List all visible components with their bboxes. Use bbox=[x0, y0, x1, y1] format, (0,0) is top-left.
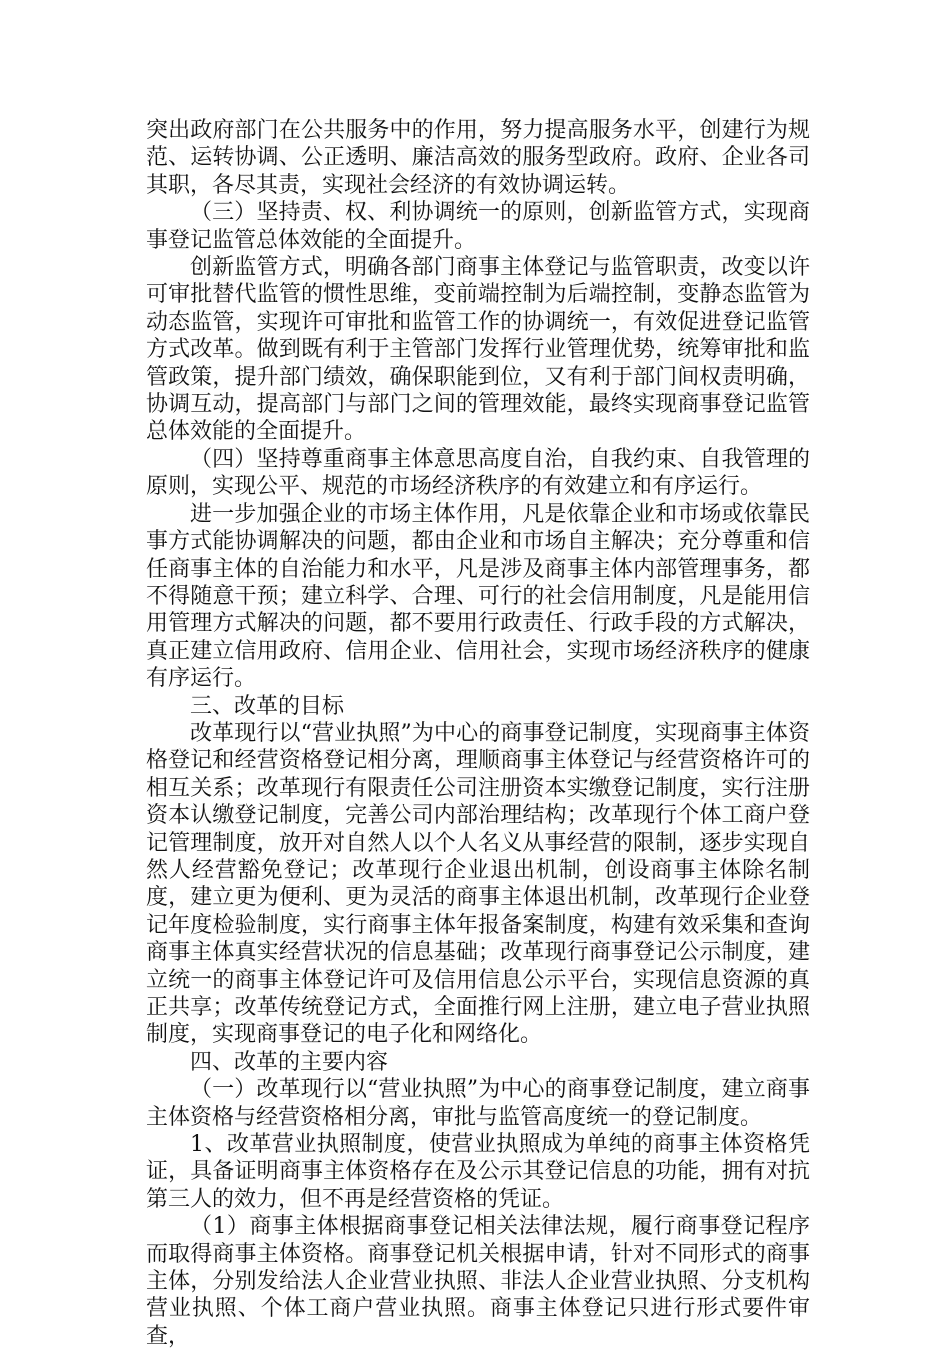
body-paragraph: 1、改革营业执照制度，使营业执照成为单纯的商事主体资格凭证，具备证明商事主体资格存在及公示其登记信息的功能，拥有对抗第三人的效力，但不再是经营资格的凭证。 bbox=[146, 1132, 810, 1212]
chapter-heading: 三、改革的目标 bbox=[190, 693, 345, 719]
document-page bbox=[146, 117, 810, 1350]
body-paragraph: 改革现行以“营业执照”为中心的商事登记制度，实现商事主体资格登记和经营资格登记相分离，理顺商事主体登记与经营资格许可的相互关系；改革现行有限责任公司注册资本实缴登记制度，实行注册资本认缴登记制度，完善公司内部治理结构；改革现行个体工商户登记管理制度，放开对自然人以个人名义从事经营的限制，逐步实现自然人经营豁免登记；改革现行企业退出机制，创设商事主体除名制度，建立更为便利、更为灵活的商事主体退出机制，改革现行企业登记年度检验制度，实行商事主体年报备案制度，构建有效采集和查询商事主体真实经营状况的信息基础；改革现行商事登记公示制度，建立统一的商事主体登记许可及信用信息公示平台，实现信息资源的真正共享；改革传统登记方式，全面推行网上注册，建立电子营业执照制度，实现商事登记的电子化和网络化。 bbox=[146, 720, 810, 1048]
body-paragraph: （1）商事主体根据商事登记相关法律法规，履行商事登记程序而取得商事主体资格。商事登记机关根据申请，针对不同形式的商事主体，分别发给法人企业营业执照、非法人企业营业执照、分支机构营业执照、个体工商户营业执照。商事主体登记只进行形式要件审查， bbox=[146, 1214, 810, 1349]
section-heading: （一）改革现行以“营业执照”为中心的商事登记制度，建立商事主体资格与经营资格相分离，审批与监管高度统一的登记制度。 bbox=[146, 1077, 810, 1130]
section-heading: （三）坚持责、权、利协调统一的原则，创新监管方式，实现商事登记监管总体效能的全面提升。 bbox=[146, 200, 810, 253]
section-heading: （四）坚持尊重商事主体意思高度自治，自我约束、自我管理的原则，实现公平、规范的市场经济秩序的有效建立和有序运行。 bbox=[146, 446, 810, 500]
body-paragraph: 突出政府部门在公共服务中的作用，努力提高服务水平，创建行为规范、运转协调、公正透明、廉洁高效的服务型政府。政府、企业各司其职，各尽其责，实现社会经济的有效协调运转。 bbox=[146, 118, 810, 198]
body-paragraph: 进一步加强企业的市场主体作用，凡是依靠企业和市场或依靠民事方式能协调解决的问题，都由企业和市场自主解决；充分尊重和信任商事主体的自治能力和水平，凡是涉及商事主体内部管理事务，都不得随意干预；建立科学、合理、可行的社会信用制度，凡是能用信用管理方式解决的问题，都不要用行政责任、行政手段的方式解决，真正建立信用政府、信用企业、信用社会，实现市场经济秩序的健康有序运行。 bbox=[146, 501, 810, 692]
chapter-heading: 四、改革的主要内容 bbox=[190, 1049, 389, 1075]
body-paragraph: 创新监管方式，明确各部门商事主体登记与监管职责，改变以许可审批替代监管的惯性思维，变前端控制为后端控制，变静态监管为动态监管，实现许可审批和监管工作的协调统一，有效促进登记监管方式改革。做到既有利于主管部门发挥行业管理优势，统筹审批和监管政策，提升部门绩效，确保职能到位，又有利于部门间权责明确，协调互动，提高部门与部门之间的管理效能，最终实现商事登记监管总体效能的全面提升。 bbox=[146, 255, 810, 445]
